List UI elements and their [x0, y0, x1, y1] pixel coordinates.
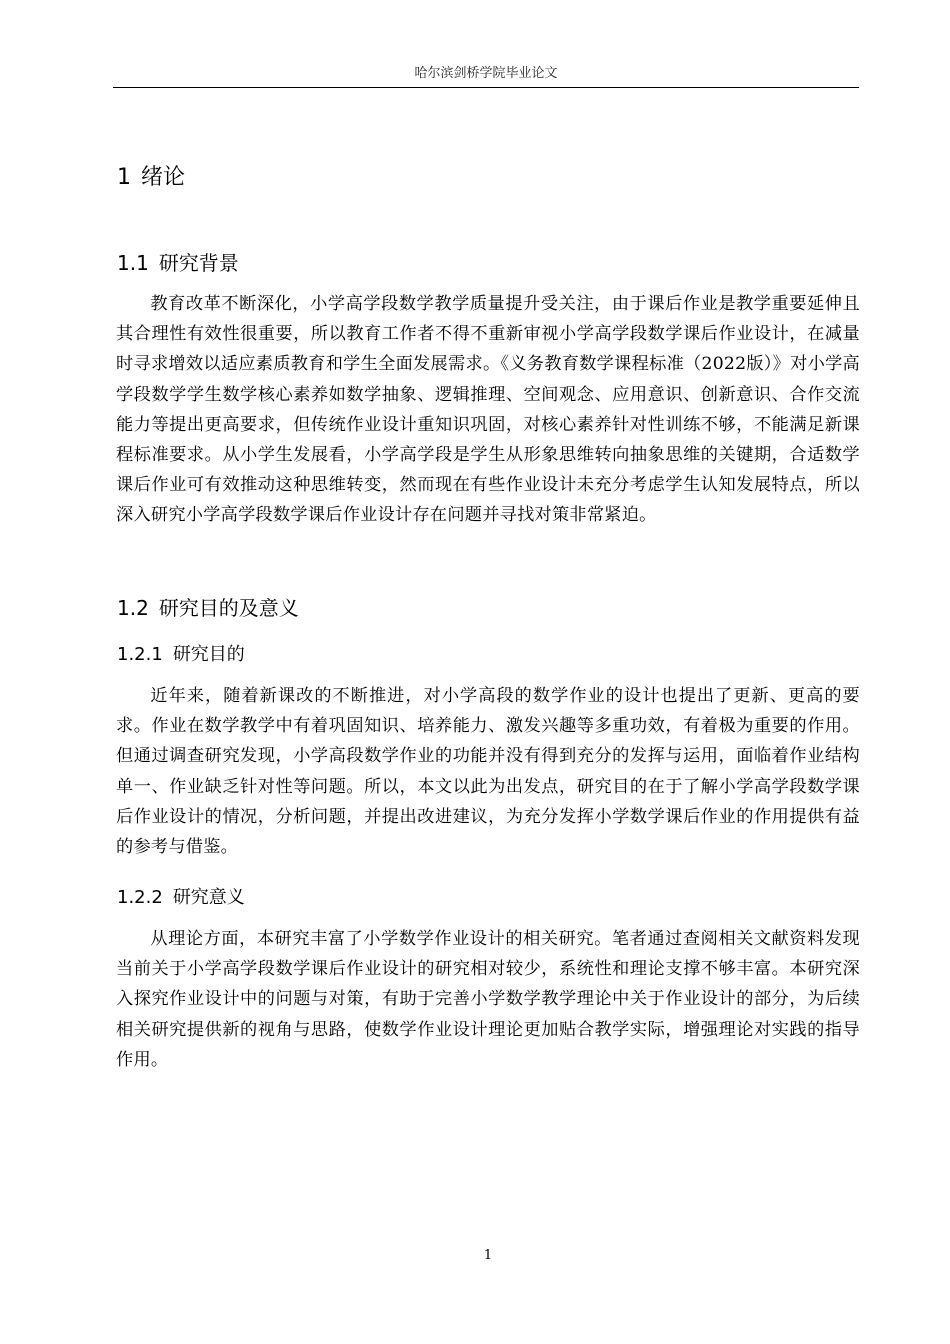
chapter-heading	[117, 164, 185, 192]
significance-paragraph: 从理论方面，本研究丰富了小学数学作业设计的相关研究。笔者通过查阅相关文献资料发现当前关于小学高学段数学课后作业设计的研究相对较少，系统性和理论支撑不够丰富。本研究深入探究作业设计中的问题与对策，有助于完善小学数学教学理论中关于作业设计的部分，为后续相关研究提供新的视角与思路，使数学作业设计理论更加贴合教学实际，增强理论对实践的指导作用。	[116, 929, 860, 1070]
background-paragraph: 教育改革不断深化，小学高学段数学教学质量提升受关注，由于课后作业是教学重要延伸且其合理性有效性很重要，所以教育工作者不得不重新审视小学高学段数学课后作业设计，在减量时寻求增效以适应素质教育和学生全面发展需求。《义务教育数学课程标准（2022版）》对小学高学段数学学生数学核心素养如数学抽象、逻辑推理、空间观念、应用意识、创新意识、合作交流能力等提出更高要求，但传统作业设计重知识巩固，对核心素养针对性训练不够，不能满足新课程标准要求。从小学生发展看，小学高学段是学生从形象思维转向抽象思维的关键期，合适数学课后作业可有效推动这种思维转变，然而现在有些作业设计未充分考虑学生认知发展特点，所以深入研究小学高学段数学课后作业设计存在问题并寻找对策非常紧迫。	[116, 294, 860, 526]
chapter-title: 绪论	[141, 165, 186, 190]
section-title: 研究背景	[158, 251, 239, 275]
subsection-heading-purpose	[117, 643, 245, 667]
section-number: 1.1	[117, 251, 149, 275]
purpose-paragraph: 近年来，随着新课改的不断推进，对小学高段的数学作业的设计也提出了更新、更高的要求。作业在数学教学中有着巩固知识、培养能力、激发兴趣等多重功效，有着极为重要的作用。但通过调查研究发现，小学高段数学作业的功能并没有得到充分的发挥与运用，面临着作业结构单一、作业缺乏针对性等问题。所以，本文以此为出发点，研究目的在于了解小学高学段数学课后作业设计的情况，分析问题，并提出改进建议，为充分发挥小学数学课后作业的作用提供有益的参考与借鉴。	[116, 686, 860, 858]
subsection-title: 研究目的	[172, 644, 245, 665]
section-heading-background	[117, 250, 239, 276]
section-title: 研究目的及意义	[158, 596, 299, 620]
subsection-number: 1.2.1	[117, 644, 163, 665]
chapter-number: 1	[117, 165, 131, 190]
subsection-number: 1.2.2	[117, 887, 163, 908]
subsection-heading-significance	[117, 886, 245, 910]
subsection-title: 研究意义	[172, 887, 245, 908]
header-rule	[113, 87, 859, 88]
section-heading-purpose-significance	[117, 595, 299, 621]
running-header: 哈尔滨剑桥学院毕业论文	[414, 66, 558, 81]
page-number: 1	[483, 1248, 493, 1263]
section-number: 1.2	[117, 596, 149, 620]
